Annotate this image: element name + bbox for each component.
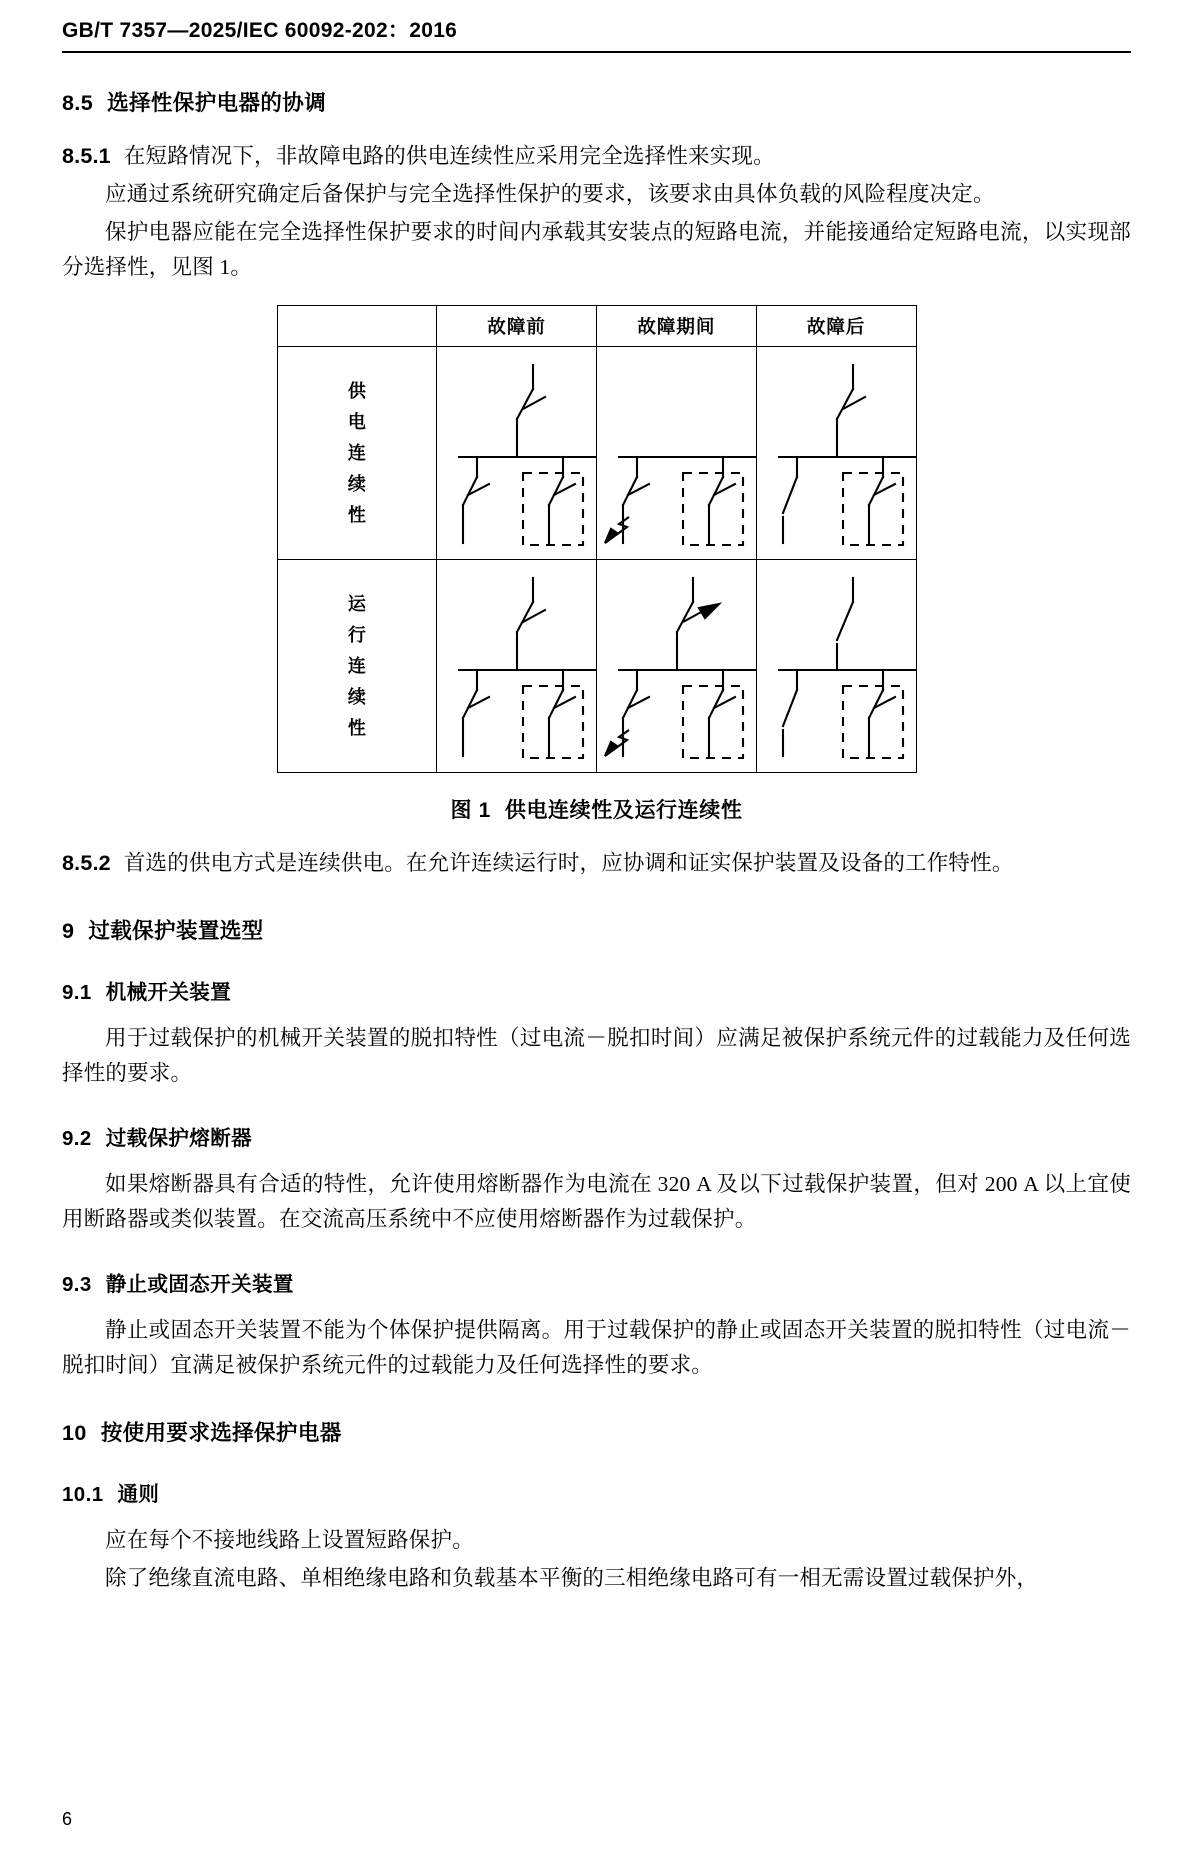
paragraph-9-2: 如果熔断器具有合适的特性，允许使用熔断器作为电流在 320 A 及以下过载保护装置，但对 200 A 以上宜使用断路器或类似装置。在交流高压系统中不应使用熔断器作为过载保护。 xyxy=(62,1172,1131,1232)
heading-9-2 xyxy=(62,1121,1131,1151)
figure-row-supply-continuity xyxy=(277,347,916,560)
heading-10-1 xyxy=(62,1477,1131,1507)
row-label-supply-continuity xyxy=(277,347,437,560)
header-rule xyxy=(62,51,1131,53)
circuit-diagram-after-fault-supply xyxy=(757,347,939,559)
row-label-char: 行 xyxy=(347,624,366,645)
heading-10 xyxy=(62,1416,1131,1447)
circuit-diagram-before-fault-operation xyxy=(437,560,619,772)
row-label-char: 供 xyxy=(347,380,366,401)
paragraph-8-5-1-text: 在短路情况下，非故障电路的供电连续性应采用完全选择性来实现。 xyxy=(123,144,775,168)
heading-9-3 xyxy=(62,1267,1131,1297)
row-label-char: 运 xyxy=(347,593,366,614)
circuit-cell-r1c3 xyxy=(756,347,916,560)
heading-9-1-number: 9.1 xyxy=(62,981,92,1005)
heading-9-3-number: 9.3 xyxy=(62,1273,92,1297)
heading-9-1 xyxy=(62,975,1131,1005)
paragraph-8-5-2-number: 8.5.2 xyxy=(62,851,111,876)
circuit-cell-r1c2 xyxy=(597,347,757,560)
paragraph-10-1-b: 除了绝缘直流电路、单相绝缘电路和负载基本平衡的三相绝缘电路可有一相无需设置过载保护外， xyxy=(105,1566,1039,1591)
row-label-operation-continuity xyxy=(277,560,437,773)
heading-9-1-text: 机械开关装置 xyxy=(105,981,232,1005)
figure-caption-text: 供电连续性及运行连续性 xyxy=(504,799,743,823)
paragraph-8-5-2 xyxy=(62,846,1131,881)
paragraph-8-5-1 xyxy=(62,139,1131,174)
figure-1 xyxy=(62,305,1131,824)
figure-header-row xyxy=(277,306,916,347)
row-label-char: 性 xyxy=(347,504,366,525)
heading-8-5 xyxy=(62,86,1131,117)
circuit-cell-r2c2 xyxy=(597,560,757,773)
heading-9 xyxy=(62,914,1131,945)
fault-arrow-icon xyxy=(605,517,629,543)
heading-8-5-number: 8.5 xyxy=(62,91,94,115)
heading-9-3-text: 静止或固态开关装置 xyxy=(105,1273,294,1297)
figure-col-header-0: 故障前 xyxy=(437,306,597,347)
heading-9-2-number: 9.2 xyxy=(62,1127,92,1151)
paragraph-8-5-1-c: 保护电器应能在完全选择性保护要求的时间内承载其安装点的短路电流，并能接通给定短路电流，以实现部分选择性，见图 1。 xyxy=(62,220,1131,280)
circuit-cell-r2c1 xyxy=(437,560,597,773)
heading-9-number: 9 xyxy=(62,919,75,944)
figure-caption-number: 图 1 xyxy=(450,799,491,823)
paragraph-9-1: 用于过载保护的机械开关装置的脱扣特性（过电流－脱扣时间）应满足被保护系统元件的过载能力及任何选择性的要求。 xyxy=(62,1026,1131,1086)
heading-10-1-text: 通则 xyxy=(117,1483,160,1507)
figure-col-header-1: 故障期间 xyxy=(597,306,757,347)
heading-10-text: 按使用要求选择保护电器 xyxy=(100,1421,342,1446)
paragraph-8-5-1-b: 应通过系统研究确定后备保护与完全选择性保护的要求，该要求由具体负载的风险程度决定。 xyxy=(105,182,995,207)
heading-8-5-text: 选择性保护电器的协调 xyxy=(107,91,327,115)
fault-arrow-icon xyxy=(605,730,629,756)
circuit-cell-r1c1 xyxy=(437,347,597,560)
circuit-cell-r2c3 xyxy=(756,560,916,773)
figure-1-caption xyxy=(451,794,743,824)
circuit-diagram-during-fault-operation xyxy=(597,560,779,772)
paragraph-8-5-2-text: 首选的供电方式是连续供电。在允许连续运行时，应协调和证实保护装置及设备的工作特性。 xyxy=(123,851,1014,876)
row-label-char: 连 xyxy=(347,655,366,676)
circuit-diagram-after-fault-operation xyxy=(757,560,939,772)
row-label-char: 性 xyxy=(347,717,366,738)
page-number: 6 xyxy=(62,1809,73,1829)
row-label-char: 续 xyxy=(347,686,366,707)
figure-row-operation-continuity xyxy=(277,560,916,773)
figure-col-header-2: 故障后 xyxy=(756,306,916,347)
paragraph-8-5-1-number: 8.5.1 xyxy=(62,144,111,168)
row-label-char: 连 xyxy=(347,442,366,463)
circuit-diagram-before-fault-supply xyxy=(437,347,619,559)
paragraph-10-1-a: 应在每个不接地线路上设置短路保护。 xyxy=(105,1528,474,1553)
heading-10-1-number: 10.1 xyxy=(62,1483,104,1507)
trip-arrow-icon xyxy=(683,604,719,622)
row-label-char: 续 xyxy=(347,473,366,494)
paragraph-9-3: 静止或固态开关装置不能为个体保护提供隔离。用于过载保护的静止或固态开关装置的脱扣特性（过电流－脱扣时间）宜满足被保护系统元件的过载能力及任何选择性的要求。 xyxy=(62,1318,1131,1378)
figure-1-table xyxy=(277,305,917,773)
heading-9-text: 过载保护装置选型 xyxy=(88,919,264,944)
heading-9-2-text: 过载保护熔断器 xyxy=(105,1127,253,1151)
running-header: GB/T 7357—2025/IEC 60092-202：2016 xyxy=(62,19,458,42)
figure-corner-cell xyxy=(277,306,437,347)
circuit-diagram-during-fault-supply xyxy=(597,347,779,559)
row-label-char: 电 xyxy=(347,411,366,432)
heading-10-number: 10 xyxy=(62,1421,87,1446)
